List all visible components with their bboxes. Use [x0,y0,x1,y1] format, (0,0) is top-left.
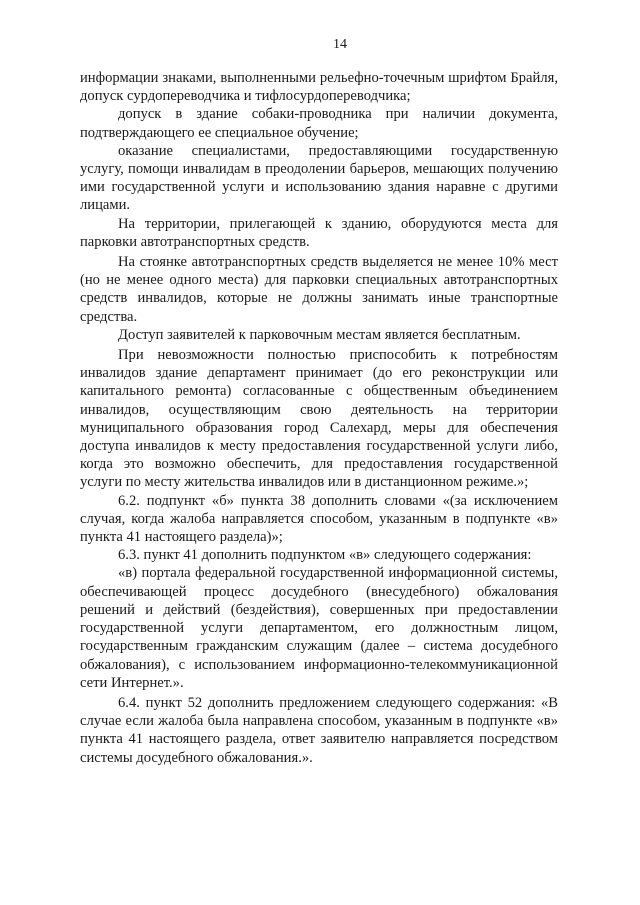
paragraph-guide-dog: допуск в здание собаки-проводника при наличии документа, подтверждающего ее специальное обучение; [80,106,558,141]
page-number: 14 [333,37,347,52]
paragraph-parking-quota: На стоянке автотранспортных средств выделяется не менее 10% мест (но не менее одного места) для парковки специальных автотранспортных средств инвалидов, которые не должны занимать иные транспортные средства. [80,254,558,325]
paragraph-building-adaptation: При невозможности полностью приспособить к потребностям инвалидов здание департамент принимает (до его реконструкции или капитального ремонта) согласованные с общественным объединением инвалидов, осуществляющим свою деятельность на территории муниципального образования город Салехард, меры для обеспечения доступа инвалидов к месту предоставления государственной услуги либо, когда это возможно обеспечить, для предоставления государственной услуги по месту жительства инвалидов или в дистанционном режиме.»; [80,347,558,491]
paragraph-parking-free: Доступ заявителей к парковочным местам является бесплатным. [118,326,521,343]
document-body [80,69,558,767]
paragraph-braille-continuation: информации знаками, выполненными рельефно-точечным шрифтом Брайля, допуск сурдопереводчика и тифлосурдопереводчика; [80,70,558,105]
paragraph-parking-territory: На территории, прилегающей к зданию, оборудуются места для парковки автотранспортных средств. [80,215,558,250]
paragraph-subitem-v: «в) портала федеральной государственной информационной системы, обеспечивающей процесс досудебного (внесудебного) обжалования решений и действий (бездействия), совершенных при предоставлении государственной услуги департаментом, его должностным лицом, государственным гражданским служащим (далее – система досудебного обжалования), с использованием информационно-телекоммуникационной сети Интернет.». [80,565,558,691]
paragraph-item-6-3: 6.3. пункт 41 дополнить подпунктом «в» следующего содержания: [118,547,532,564]
paragraph-item-6-2: 6.2. подпункт «б» пункта 38 дополнить словами «(за исключением случая, когда жалоба направляется способом, указанным в подпункте «в» пункта 41 настоящего раздела)»; [80,492,558,546]
paragraph-item-6-4: 6.4. пункт 52 дополнить предложением следующего содержания: «В случае если жалоба была направлена способом, указанным в подпункте «в» пункта 41 настоящего раздела, ответ заявителю направляется посредством системы досудебного обжалования.». [80,694,558,766]
paragraph-specialist-assistance: оказание специалистами, предоставляющими государственную услугу, помощи инвалидам в преодолении барьеров, мешающих получению ими государственной услуги и использованию здания наравне с другими лицами. [80,142,558,214]
